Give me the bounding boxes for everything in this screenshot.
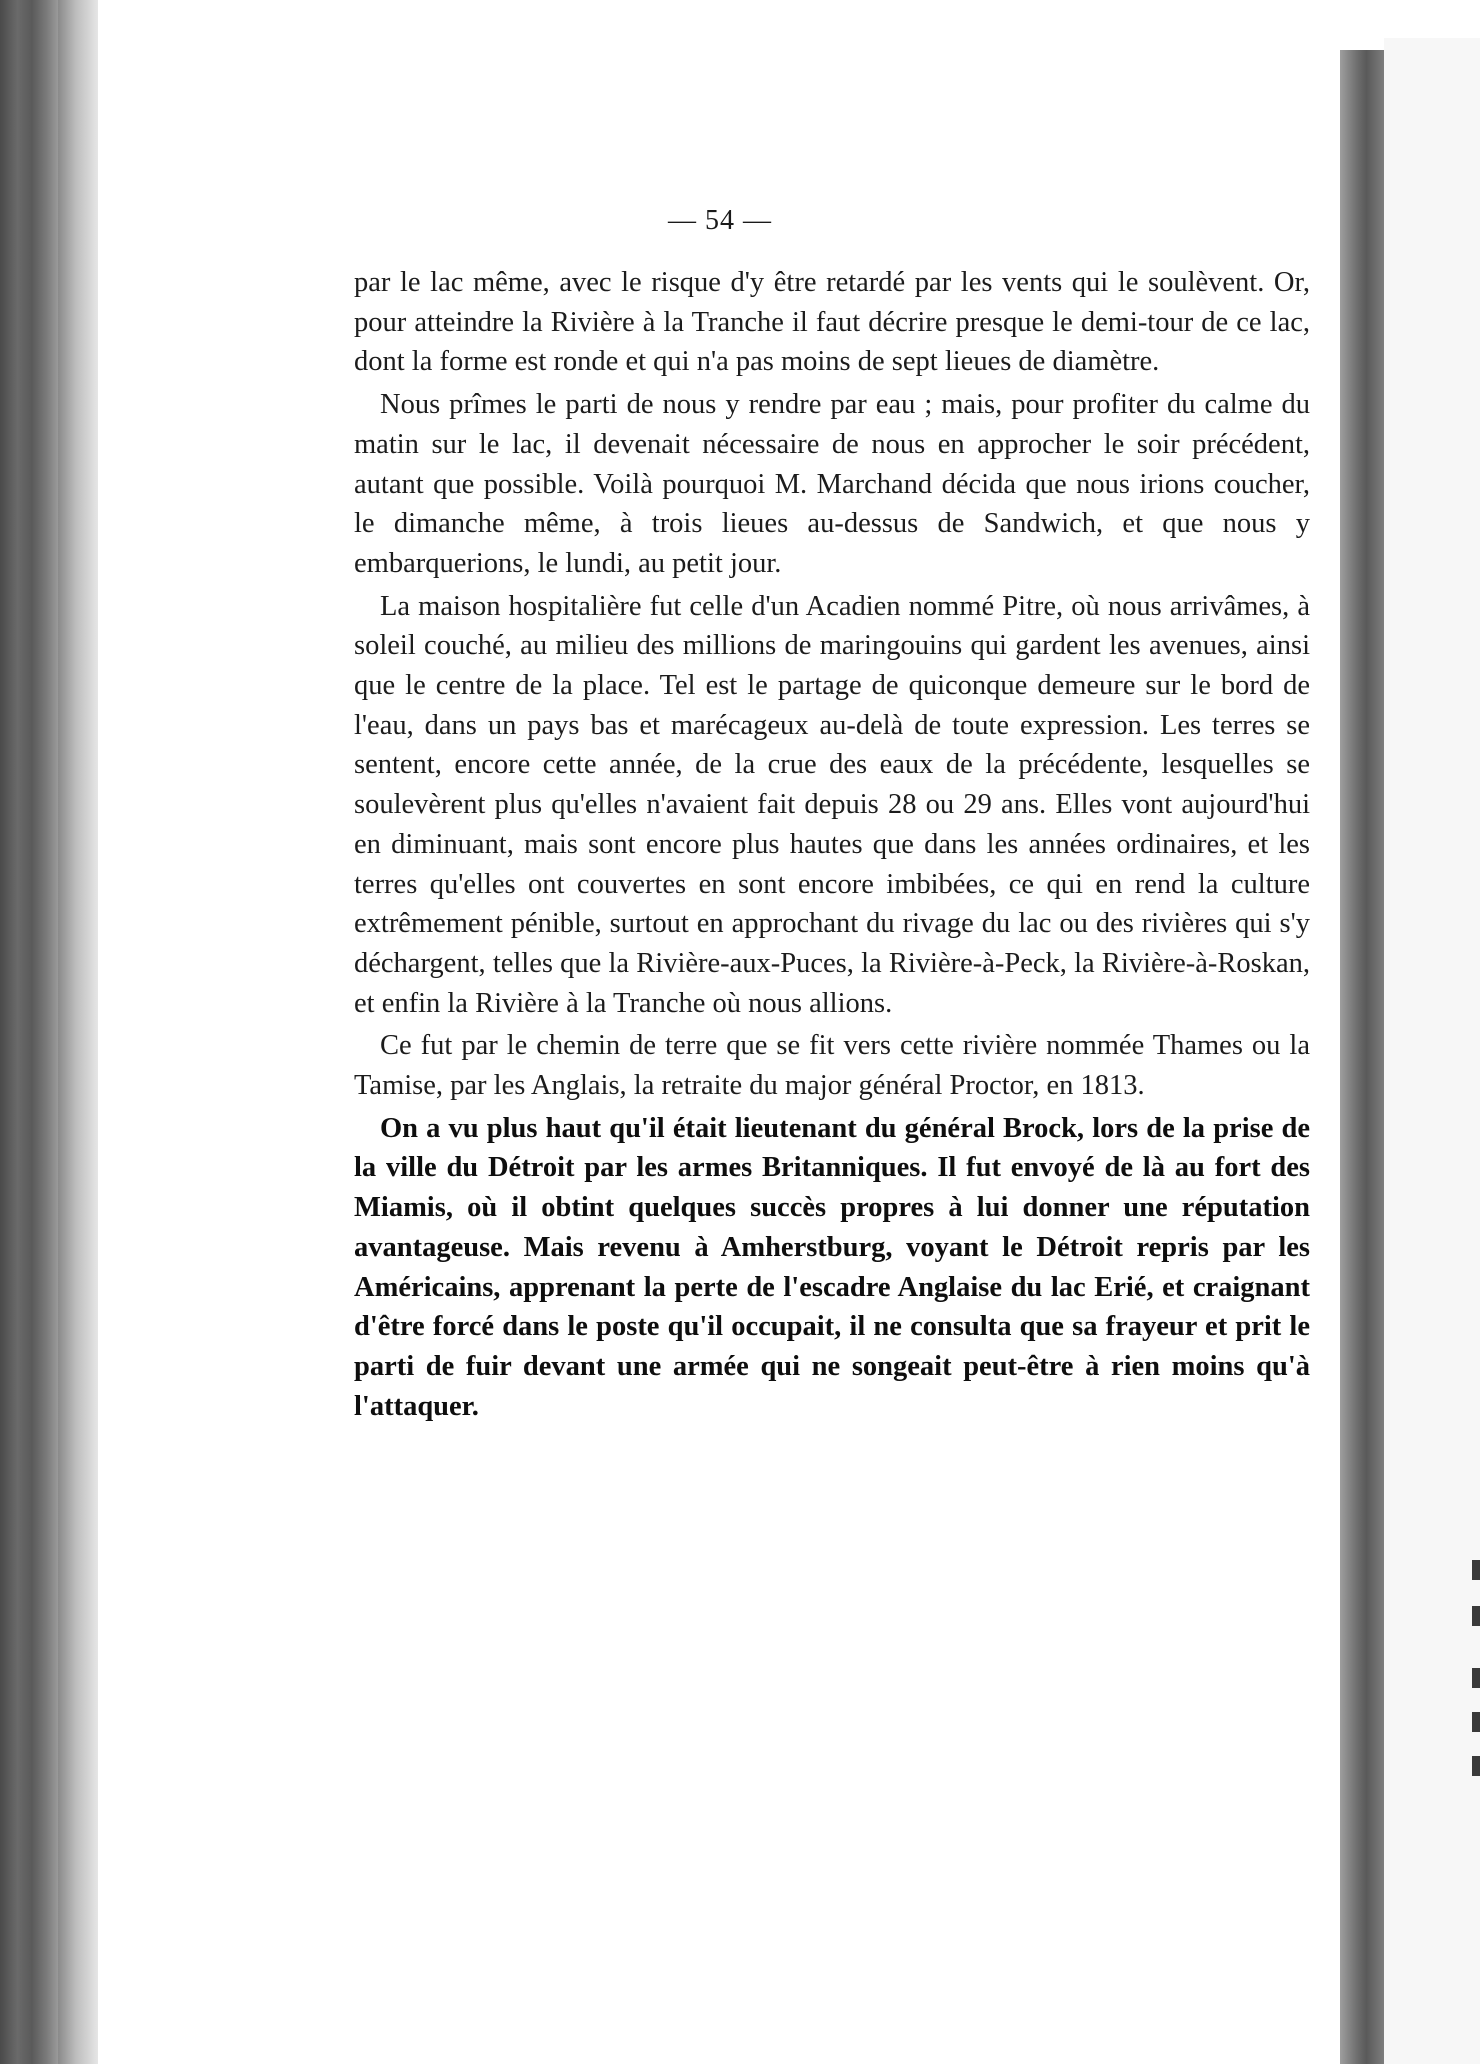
left-page-edge <box>58 0 98 2064</box>
facing-page-text-fragment <box>1472 1712 1480 1732</box>
facing-page-text-fragment <box>1472 1606 1480 1626</box>
paragraph-1: par le lac même, avec le risque d'y être retardé par les vents qui le soulèvent. Or, pour atteindre la Rivière à la Tranche il faut décrire presque le demi-tour de ce lac, dont la forme est ronde et qui n'a pas moins de sept lieues de diamètre. <box>354 267 1310 378</box>
page-text-body <box>354 263 1310 1426</box>
facing-page-text-fragment <box>1472 1668 1480 1688</box>
right-binding-shadow <box>1340 50 1384 2064</box>
page-number: — 54 — <box>668 205 772 236</box>
left-binding-shadow <box>0 0 58 2064</box>
facing-page-edge <box>1384 38 1480 2064</box>
facing-page-text-fragment <box>1472 1756 1480 1776</box>
paragraph-4: Ce fut par le chemin de terre que se fit vers cette rivière nommée Thames ou la Tamise, par les Anglais, la retraite du major général Proctor, en 1813. <box>354 1030 1310 1102</box>
paragraph-2: Nous prîmes le parti de nous y rendre par eau ; mais, pour profiter du calme du matin sur le lac, il devenait nécessaire de nous en approcher le soir précédent, autant que possible. Voilà pourquoi M. Marchand décida que nous irions coucher, le dimanche même, à trois lieues au-dessus de Sandwich, et que nous y embarquerions, le lundi, au petit jour. <box>354 389 1310 579</box>
paragraph-3: La maison hospitalière fut celle d'un Acadien nommé Pitre, où nous arrivâmes, à soleil couché, au milieu des millions de maringouins qui gardent les avenues, ainsi que le centre de la place. Tel est le partage de quiconque demeure sur le bord de l'eau, dans un pays bas et marécageux au-delà de toute expression. Les terres se sentent, encore cette année, de la crue des eaux de la précédente, lesquelles se soulevèrent plus qu'elles n'avaient fait depuis 28 ou 29 ans. Elles vont aujourd'hui en diminuant, mais sont encore plus hautes que dans les années ordinaires, et les terres qu'elles ont couvertes en sont encore imbibées, ce qui en rend la culture extrêmement pénible, surtout en approchant du rivage du lac ou des rivières qui s'y déchargent, telles que la Rivière-aux-Puces, la Rivière-à-Peck, la Rivière-à-Roskan, et enfin la Rivière à la Tranche où nous allions. <box>354 590 1310 1019</box>
paragraph-5: On a vu plus haut qu'il était lieutenant du général Brock, lors de la prise de la ville du Détroit par les armes Britanniques. Il fut envoyé de là au fort des Miamis, où il obtint quelques succès propres à lui donner une réputation avantageuse. Mais revenu à Amherstburg, voyant le Détroit repris par les Américains, apprenant la perte de l'escadre Anglaise du lac Erié, et craignant d'être forcé dans le poste qu'il occupait, il ne consulta que sa frayeur et prit le parti de fuir devant une armée qui ne songeait peut-être à rien moins qu'à l'attaquer. <box>354 1112 1310 1422</box>
facing-page-text-fragment <box>1472 1560 1480 1580</box>
book-page <box>100 0 1340 2064</box>
